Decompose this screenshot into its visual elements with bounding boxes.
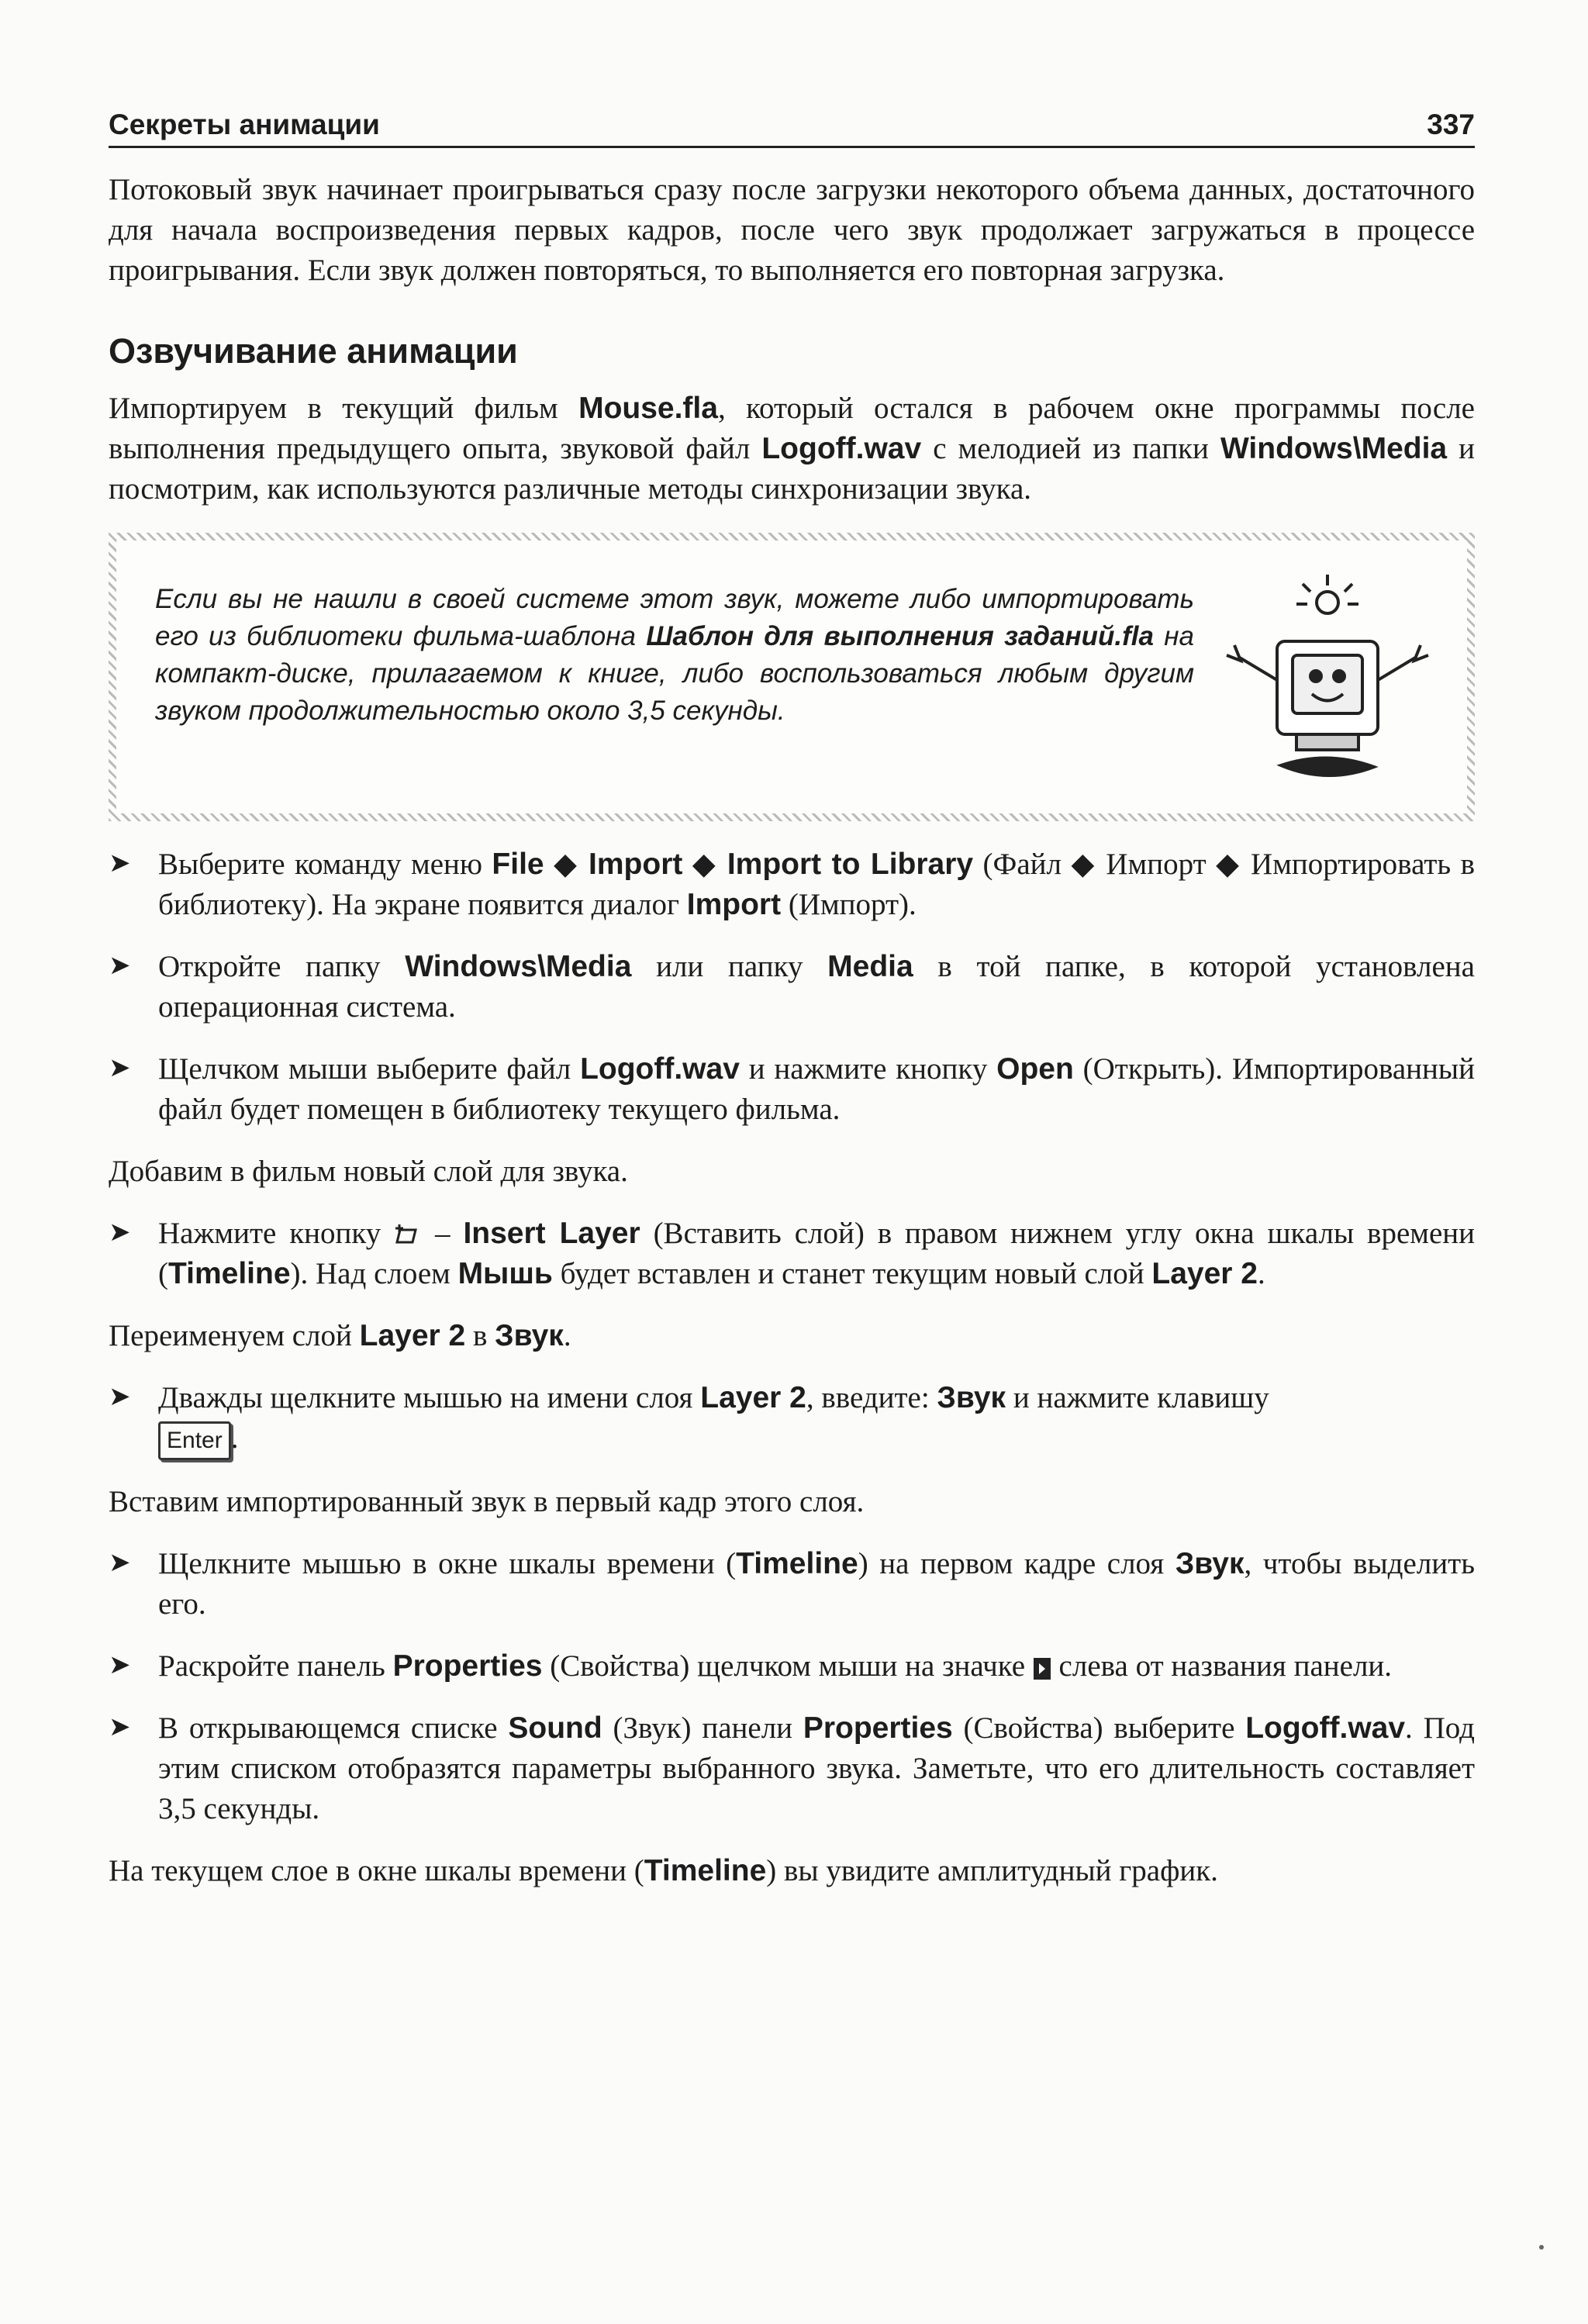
bullet-arrow-icon: ➤ [109, 1054, 131, 1083]
add-layer-paragraph: Добавим в фильм новый слой для звука. [109, 1155, 628, 1188]
enter-key: Enter [158, 1421, 231, 1460]
computer-mascot-idea-icon [1203, 564, 1436, 796]
insert-sound-paragraph: Вставим импортированный звук в первый кадр этого слоя. [109, 1485, 865, 1518]
page-mark [1539, 2245, 1544, 2250]
bullet-arrow-icon: ➤ [109, 951, 131, 980]
bullet-arrow-icon: ➤ [109, 1383, 131, 1411]
insert-layer-icon [394, 1224, 422, 1248]
list-item: ➤ Выберите команду меню File ◆ Import ◆ Import to Library (Файл ◆ Импорт ◆ Импортировать в библиотеку). На экране появится диалог Import (Импорт). [109, 848, 1476, 921]
import-paragraph: Импортируем в текущий фильм Mouse.fla, который остался в рабочем окне программы после выполнения предыдущего опыта, звуковой файл Logoff.wav с мелодией из папки Windows\Media и посмотрим, как используются различные методы синхронизации звука. [109, 392, 1476, 506]
list-item: ➤ Раскройте панель Properties (Свойства) щелчком мыши на значке слева от названия панели. [109, 1649, 1393, 1683]
bullet-arrow-icon: ➤ [109, 1218, 131, 1247]
tip-text: Если вы не нашли в своей системе этот звук, можете либо импортировать его из библиотеки фильма-шаблона Шаблон для выполнения заданий.fla на компакт-диске, прилагаемом к книге, либо воспользоваться любым другим звуком продолжительностью около 3,5 секунды. [155, 584, 1194, 726]
bullet-arrow-icon: ➤ [109, 1651, 131, 1680]
bullet-arrow-icon: ➤ [109, 849, 131, 878]
steps-list-3 [109, 1378, 1475, 1460]
rename-paragraph: Переименуем слой Layer 2 в Звук. [109, 1319, 571, 1352]
tip-box [109, 533, 1475, 821]
steps-list-4 [109, 1544, 1475, 1829]
steps-list-1 [109, 844, 1475, 1130]
expand-arrow-icon [1033, 1657, 1051, 1680]
bullet-arrow-icon: ➤ [109, 1713, 131, 1742]
list-item: ➤ В открывающемся списке Sound (Звук) панели Properties (Свойства) выберите Logoff.wav. Под этим списком отобразятся параметры выбранного звука. Заметьте, что его длительность составляет 3,5 секунды. [109, 1711, 1475, 1825]
chapter-title: Секреты анимации [109, 109, 380, 140]
section-heading: Озвучивание анимации [109, 331, 518, 371]
bullet-arrow-icon: ➤ [109, 1549, 131, 1577]
page-number: 337 [1427, 109, 1475, 140]
list-item: ➤ Нажмите кнопку – Insert Layer (Вставить слой) в правом нижнем углу окна шкалы времени (Timeline). Над слоем Мышь будет вставлен и станет текущим новый слой Layer 2. [109, 1217, 1475, 1290]
waveform-paragraph: На текущем слое в окне шкалы времени (Timeline) вы увидите амплитудный график. [109, 1854, 1218, 1887]
page [109, 109, 1475, 1891]
steps-list-2 [109, 1214, 1475, 1294]
list-item: ➤ Щелчком мыши выберите файл Logoff.wav и нажмите кнопку Open (Открыть). Импортированный файл будет помещен в библиотеку текущего фильма. [109, 1052, 1475, 1126]
list-item: ➤ Щелкните мышью в окне шкалы времени (Timeline) на первом кадре слоя Звук, чтобы выделить его. [109, 1547, 1476, 1621]
list-item: ➤ Откройте папку Windows\Media или папку Media в той папке, в которой установлена операционная система. [109, 950, 1475, 1024]
intro-paragraph: Потоковый звук начинает проигрываться сразу после загрузки некоторого объема данных, достаточного для начала воспроизведения первых кадров, после чего звук продолжает загружаться в процессе проигрывания. Если звук должен повторяться, то выполняется его повторная загрузка. [109, 173, 1475, 287]
list-item: ➤ Дважды щелкните мышью на имени слоя Layer 2, введите: Звук и нажмите клавишу Enter . [109, 1378, 1475, 1460]
running-header [109, 109, 1475, 148]
